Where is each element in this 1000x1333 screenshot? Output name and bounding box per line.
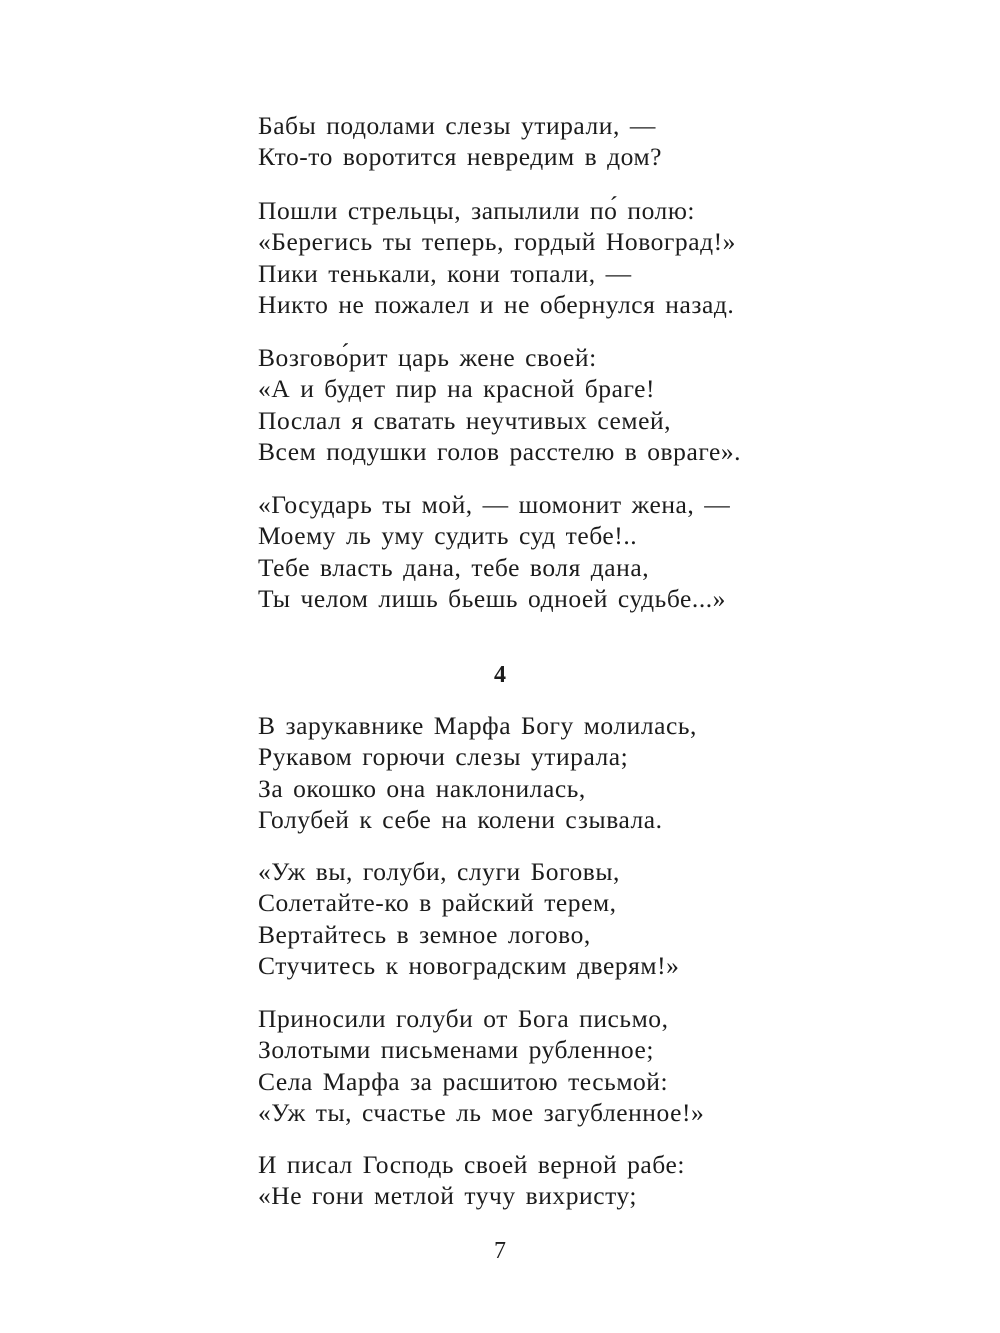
section-number: 4 — [494, 662, 506, 688]
verse-line: Кто-то воротится невредим в дом? — [258, 142, 663, 172]
verse-line: Вертайтесь в земное логово, — [258, 919, 591, 949]
verse-line: Солетайте-ко в райский терем, — [258, 888, 617, 918]
verse-line: Никто не пожалел и не обернулся назад. — [258, 289, 735, 319]
verse-line: Моему ль уму судить суд тебе!.. — [258, 521, 638, 551]
stanza — [258, 110, 818, 173]
stanza — [258, 856, 818, 981]
verse-line: Пики тенькали, кони топали, — — [258, 258, 632, 288]
verse-line: «Берегись ты теперь, гордый Новоград!» — [258, 227, 736, 257]
stanza — [258, 195, 818, 320]
verse-line: В зарукавнике Марфа Богу молилась, — [258, 711, 697, 740]
stanza — [258, 1003, 818, 1128]
verse-line: «Не гони метлой тучу вихристу; — [258, 1181, 638, 1211]
verse-line: За окошко она наклонилась, — [258, 773, 586, 803]
verse-line: Всем подушки голов расстелю в овраге». — [258, 436, 742, 466]
verse-line: И писал Господь своей верной рабе: — [258, 1150, 685, 1179]
page-number: 7 — [494, 1238, 506, 1264]
verse-line: Села Марфа за расшитою тесьмой: — [258, 1066, 669, 1096]
verse-line: Возгово́рит царь жене своей: — [258, 343, 597, 372]
verse-line: Тебе власть дана, тебе воля дана, — [258, 552, 650, 582]
verse-line: Голубей к себе на колени сзывала. — [258, 804, 663, 834]
verse-line: Золотыми письменами рубленное; — [258, 1035, 655, 1065]
verse-line: Рукавом горючи слезы утирала; — [258, 742, 629, 772]
verse-line: «А и будет пир на красной браге! — [258, 374, 656, 404]
verse-line: Стучитесь к новоградским дверям!» — [258, 950, 680, 980]
verse-line: Послал я сватать неучтивых семей, — [258, 405, 672, 435]
stanza — [258, 1149, 818, 1212]
verse-line: Бабы подолами слезы утирали, — — [258, 111, 656, 140]
verse-line: «Государь ты мой, — шомонит жена, — — [258, 490, 731, 519]
verse-line: «Уж ты, счастье ль мое загубленное!» — [258, 1097, 705, 1127]
stanza — [258, 489, 818, 614]
verse-line: «Уж вы, голуби, слуги Боговы, — [258, 857, 620, 886]
verse-line: Приносили голуби от Бога письмо, — [258, 1004, 669, 1033]
verse-line: Пошли стрельцы, запылили по́ полю: — [258, 196, 696, 225]
verse-line: Ты челом лишь бьешь одноей судьбе...» — [258, 583, 726, 613]
stanza — [258, 342, 818, 467]
stanza — [258, 710, 818, 835]
